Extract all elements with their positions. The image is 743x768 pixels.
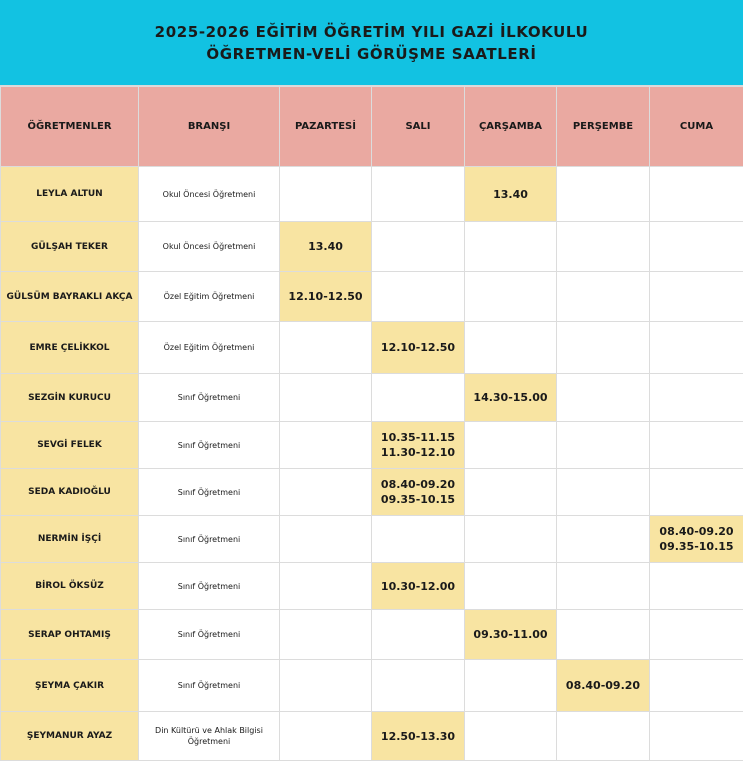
meeting-time: 08.40-09.20 (380, 478, 456, 491)
meeting-time-cell (465, 167, 557, 222)
meeting-time-cell (372, 322, 465, 374)
meeting-time-cell (465, 660, 557, 712)
meeting-time-cell (557, 469, 650, 516)
meeting-time-cell (280, 374, 372, 422)
branch-line: Sınıf Öğretmeni (177, 393, 241, 402)
table-row (1, 272, 743, 322)
table-body (1, 167, 743, 761)
branch-line: Okul Öncesi Öğretmeni (162, 189, 256, 199)
meeting-time-cell (650, 422, 743, 469)
teacher-branch (139, 469, 280, 516)
meeting-time: 10.30-12.00 (380, 579, 456, 593)
table-row (1, 516, 743, 563)
teacher-name: EMRE ÇELİKKOL (1, 322, 139, 374)
teacher-name: SEVGİ FELEK (1, 422, 139, 469)
meeting-time-cell (372, 469, 465, 516)
meeting-time-cell (465, 272, 557, 322)
branch-line: Sınıf Öğretmeni (177, 630, 241, 639)
meeting-time-cell (557, 712, 650, 761)
meeting-time-cell (372, 272, 465, 322)
teacher-name: SEDA KADIOĞLU (1, 469, 139, 516)
meeting-time-cell (280, 610, 372, 660)
teacher-branch (139, 712, 280, 761)
meeting-time: 11.30-12.10 (380, 446, 456, 459)
meeting-time: 08.40-09.20 (659, 525, 734, 538)
teacher-name: SEZGİN KURUCU (1, 374, 139, 422)
title-line-1: 2025-2026 EĞİTİM ÖĞRETİM YILI GAZİ İLKOKULU (154, 22, 589, 41)
teacher-branch (139, 322, 280, 374)
meeting-time-cell (557, 374, 650, 422)
branch-line: Özel Eğitim Öğretmeni (163, 292, 255, 301)
table-row (1, 374, 743, 422)
meeting-time-cell (372, 660, 465, 712)
column-header: ÇARŞAMBA (465, 87, 557, 167)
meeting-time-cell (557, 516, 650, 563)
meeting-time-cell (280, 516, 372, 563)
schedule-table (0, 86, 743, 761)
meeting-time-cell (280, 272, 372, 322)
meeting-time: 09.30-11.00 (473, 628, 548, 641)
meeting-time-cell (465, 516, 557, 563)
meeting-time-cell (280, 712, 372, 761)
meeting-time-cell (280, 563, 372, 610)
teacher-name: ŞEYMANUR AYAZ (1, 712, 139, 761)
meeting-time: 12.50-13.30 (380, 729, 456, 743)
column-header: SALI (372, 87, 465, 167)
column-header: BRANŞI (139, 87, 280, 167)
meeting-time-cell (557, 660, 650, 712)
meeting-time-cell (465, 322, 557, 374)
branch-line: Sınıf Öğretmeni (177, 440, 241, 450)
meeting-time: 14.30-15.00 (473, 391, 548, 404)
teacher-name: LEYLA ALTUN (1, 167, 139, 222)
meeting-time: 13.40 (493, 187, 528, 201)
meeting-time-cell (372, 516, 465, 563)
column-header: PAZARTESİ (280, 87, 372, 167)
table-row (1, 469, 743, 516)
meeting-time-cell (372, 610, 465, 660)
branch-line: Sınıf Öğretmeni (177, 534, 241, 544)
meeting-time-cell (372, 167, 465, 222)
meeting-time: 08.40-09.20 (565, 679, 641, 692)
meeting-time-cell (557, 322, 650, 374)
teacher-branch (139, 610, 280, 660)
table-header-row (1, 87, 743, 167)
teacher-name: NERMİN İŞÇİ (1, 516, 139, 563)
teacher-branch (139, 516, 280, 563)
teacher-branch (139, 563, 280, 610)
meeting-time-cell (650, 610, 743, 660)
teacher-name: SERAP OHTAMIŞ (1, 610, 139, 660)
meeting-time-cell (650, 322, 743, 374)
meeting-time-cell (280, 167, 372, 222)
meeting-time-cell (465, 469, 557, 516)
branch-line: Özel Eğitim Öğretmeni (163, 343, 255, 352)
teacher-branch (139, 660, 280, 712)
meeting-time-cell (650, 167, 743, 222)
branch-line: Sınıf Öğretmeni (177, 681, 241, 690)
meeting-time: 10.35-11.15 (380, 431, 456, 444)
meeting-time: 12.10-12.50 (380, 341, 456, 354)
branch-line: Sınıf Öğretmeni (177, 581, 241, 591)
meeting-time: 09.35-10.15 (659, 540, 734, 553)
table-row (1, 222, 743, 272)
meeting-time-cell (650, 660, 743, 712)
table-row (1, 563, 743, 610)
meeting-time: 12.10-12.50 (288, 290, 363, 303)
teacher-name: GÜLŞAH TEKER (1, 222, 139, 272)
meeting-time-cell (372, 222, 465, 272)
teacher-branch (139, 374, 280, 422)
meeting-time-cell (465, 563, 557, 610)
branch-line: Okul Öncesi Öğretmeni (162, 242, 256, 251)
table-row (1, 167, 743, 222)
meeting-time-cell (372, 563, 465, 610)
meeting-time-cell (280, 222, 372, 272)
table-row (1, 610, 743, 660)
meeting-time-cell (372, 374, 465, 422)
meeting-time-cell (465, 712, 557, 761)
meeting-time-cell (557, 272, 650, 322)
column-header: CUMA (650, 87, 743, 167)
branch-line: Sınıf Öğretmeni (177, 487, 241, 497)
meeting-time-cell (465, 422, 557, 469)
table-row (1, 422, 743, 469)
meeting-time-cell (557, 222, 650, 272)
meeting-time-cell (557, 167, 650, 222)
meeting-time-cell (280, 469, 372, 516)
branch-line: Öğretmeni (187, 737, 231, 746)
teacher-branch (139, 272, 280, 322)
meeting-time-cell (650, 563, 743, 610)
page-title (0, 0, 743, 86)
teacher-branch (139, 422, 280, 469)
meeting-time-cell (557, 563, 650, 610)
column-header: ÖĞRETMENLER (1, 87, 139, 167)
teacher-name: BİROL ÖKSÜZ (1, 563, 139, 610)
title-line-2: ÖĞRETMEN-VELİ GÖRÜŞME SAATLERİ (206, 44, 537, 63)
teacher-name: ŞEYMA ÇAKIR (1, 660, 139, 712)
meeting-time-cell (650, 222, 743, 272)
meeting-time-cell (650, 712, 743, 761)
meeting-time-cell (280, 422, 372, 469)
meeting-time-cell (650, 272, 743, 322)
meeting-time-cell (557, 422, 650, 469)
table-row (1, 660, 743, 712)
meeting-time: 13.40 (308, 240, 343, 253)
meeting-time-cell (465, 222, 557, 272)
meeting-time-cell (650, 469, 743, 516)
meeting-time-cell (557, 610, 650, 660)
meeting-time-cell (465, 610, 557, 660)
meeting-time-cell (465, 374, 557, 422)
meeting-time-cell (280, 660, 372, 712)
meeting-time-cell (650, 374, 743, 422)
teacher-branch (139, 222, 280, 272)
meeting-time-cell (372, 712, 465, 761)
branch-line: Din Kültürü ve Ahlak Bilgisi (155, 726, 263, 735)
table-row (1, 322, 743, 374)
meeting-time-cell (650, 516, 743, 563)
meeting-time-cell (280, 322, 372, 374)
table-row (1, 712, 743, 761)
meeting-time: 09.35-10.15 (380, 493, 456, 506)
meeting-time-cell (372, 422, 465, 469)
teacher-branch (139, 167, 280, 222)
teacher-name: GÜLSÜM BAYRAKLI AKÇA (1, 272, 139, 322)
column-header: PERŞEMBE (557, 87, 650, 167)
